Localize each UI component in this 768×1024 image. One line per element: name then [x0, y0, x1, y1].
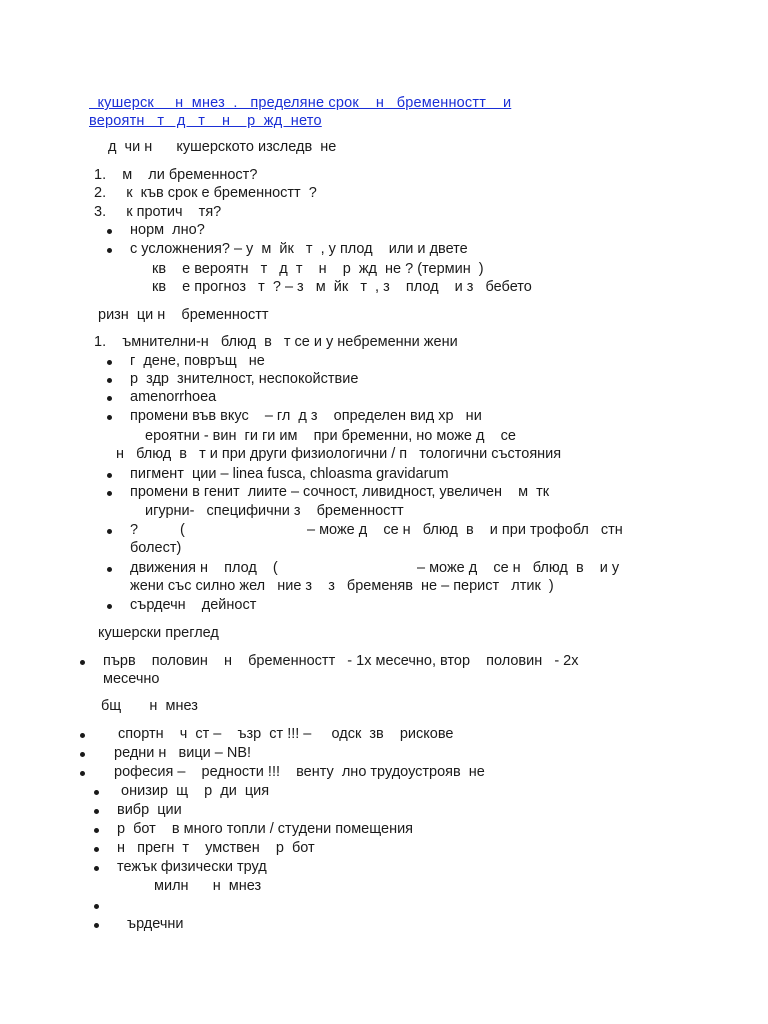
bullet-item: промени в генит лиите – сочност, ливидност, увеличен м тк [130, 484, 550, 500]
bullet-item: amenorrhoea [130, 389, 217, 405]
bullet-icon [107, 529, 112, 534]
bullet-icon [94, 809, 99, 814]
bullet-icon [107, 360, 112, 365]
sub-bullet-item: вибр ции [117, 802, 182, 818]
bullet-item: редни н вици – NB! [110, 745, 252, 761]
bullet-item-part: – може д се н блюд в и при трофобл стн [307, 522, 623, 538]
bullet-item: с усложнения? – у м йк т , у плод или и двете [130, 241, 468, 257]
bullet-icon [107, 229, 112, 234]
bullet-item: рофесия – редности !!! венту лно трудоустрояв не [110, 764, 485, 780]
bullet-item: ? [130, 522, 139, 538]
bullet-item-continuation: болест) [130, 540, 182, 556]
bullet-icon [94, 904, 99, 909]
bullet-icon [107, 491, 112, 496]
sub-bullet-item: н прегн т умствен р бот [117, 840, 315, 856]
bullet-icon [94, 847, 99, 852]
section-heading-general-history: бщ н мнез [101, 698, 198, 714]
bullet-icon [107, 248, 112, 253]
sub-bullet-item: тежък физически труд [117, 859, 267, 875]
bullet-item: г дене, повръщ не [130, 353, 265, 369]
bullet-item-part: – може д се н блюд в и у [417, 560, 620, 576]
numbered-item-3: 3. к протич тя? [94, 204, 222, 220]
bullet-icon [94, 828, 99, 833]
bullet-icon [107, 415, 112, 420]
sub-bullet-item: онизир щ р ди ция [117, 783, 270, 799]
bullet-icon [94, 866, 99, 871]
bullet-item: движения н плод ( [130, 560, 278, 576]
sub-bullet-item: р бот в много топли / студени помещения [117, 821, 414, 837]
numbered-item-1: 1. м ли бременност? [94, 167, 258, 183]
bullet-item: сърдечн дейност [130, 597, 257, 613]
bullet-icon [80, 752, 85, 757]
bullet-icon [80, 660, 85, 665]
bullet-icon [107, 396, 112, 401]
bullet-item: пигмент ции – linea fusca, chloasma gravidarum [130, 466, 449, 482]
document-title-line-1[interactable]: кушерск н мнез . пределяне срок н бременностт и [89, 95, 512, 111]
document-title-line-2[interactable]: вероятн т д т н р жд нето [89, 113, 322, 129]
bullet-item-part: ( [180, 522, 185, 538]
bullet-item: спортн ч ст – ъзр ст !!! – одск зв рискове [110, 726, 454, 742]
bullet-icon [80, 771, 85, 776]
bullet-icon [94, 790, 99, 795]
bullet-icon [107, 378, 112, 383]
section-heading-exam-tasks: д чи н кушерското изследв не [108, 139, 337, 155]
numbered-item-1: 1. ъмнителни-н блюд в т се и у небременни жени [94, 334, 458, 350]
bullet-icon [94, 923, 99, 928]
sub-line: кв е прогноз т ? – з м йк т , з плод и з бебето [152, 279, 532, 295]
bullet-item: първ половин н бременностт - 1х месечно, втор половин - 2х [103, 653, 579, 669]
bullet-item: промени във вкус – гл д з определен вид хр ни [130, 408, 482, 424]
sub-line: милн н мнез [154, 878, 262, 894]
bullet-item-continuation: жени със силно жел ние з з бременяв не – перист лтик ) [130, 578, 554, 594]
sub-line: игурни- специфични з бременностт [145, 503, 404, 519]
bullet-icon [107, 473, 112, 478]
sub-line: ероятни - вин ги ги им при бременни, но може д се [145, 428, 516, 444]
section-heading-obstetric-exam: кушерски преглед [98, 625, 219, 641]
bullet-icon [80, 733, 85, 738]
bullet-icon [107, 567, 112, 572]
bullet-item: норм лно? [130, 222, 205, 238]
numbered-item-2: 2. к къв срок е бременностт ? [94, 185, 317, 201]
bullet-item: р здр знителност, неспокойствие [130, 371, 359, 387]
sub-line: н блюд в т и при други физиологични / п тологични състояния [116, 446, 562, 462]
section-heading-signs: ризн ци н бременностт [98, 307, 269, 323]
bullet-item-continuation: месечно [103, 671, 160, 687]
sub-bullet-item: ърдечни [127, 916, 184, 932]
sub-line: кв е вероятн т д т н р жд не ? (термин ) [152, 261, 484, 277]
bullet-icon [107, 604, 112, 609]
